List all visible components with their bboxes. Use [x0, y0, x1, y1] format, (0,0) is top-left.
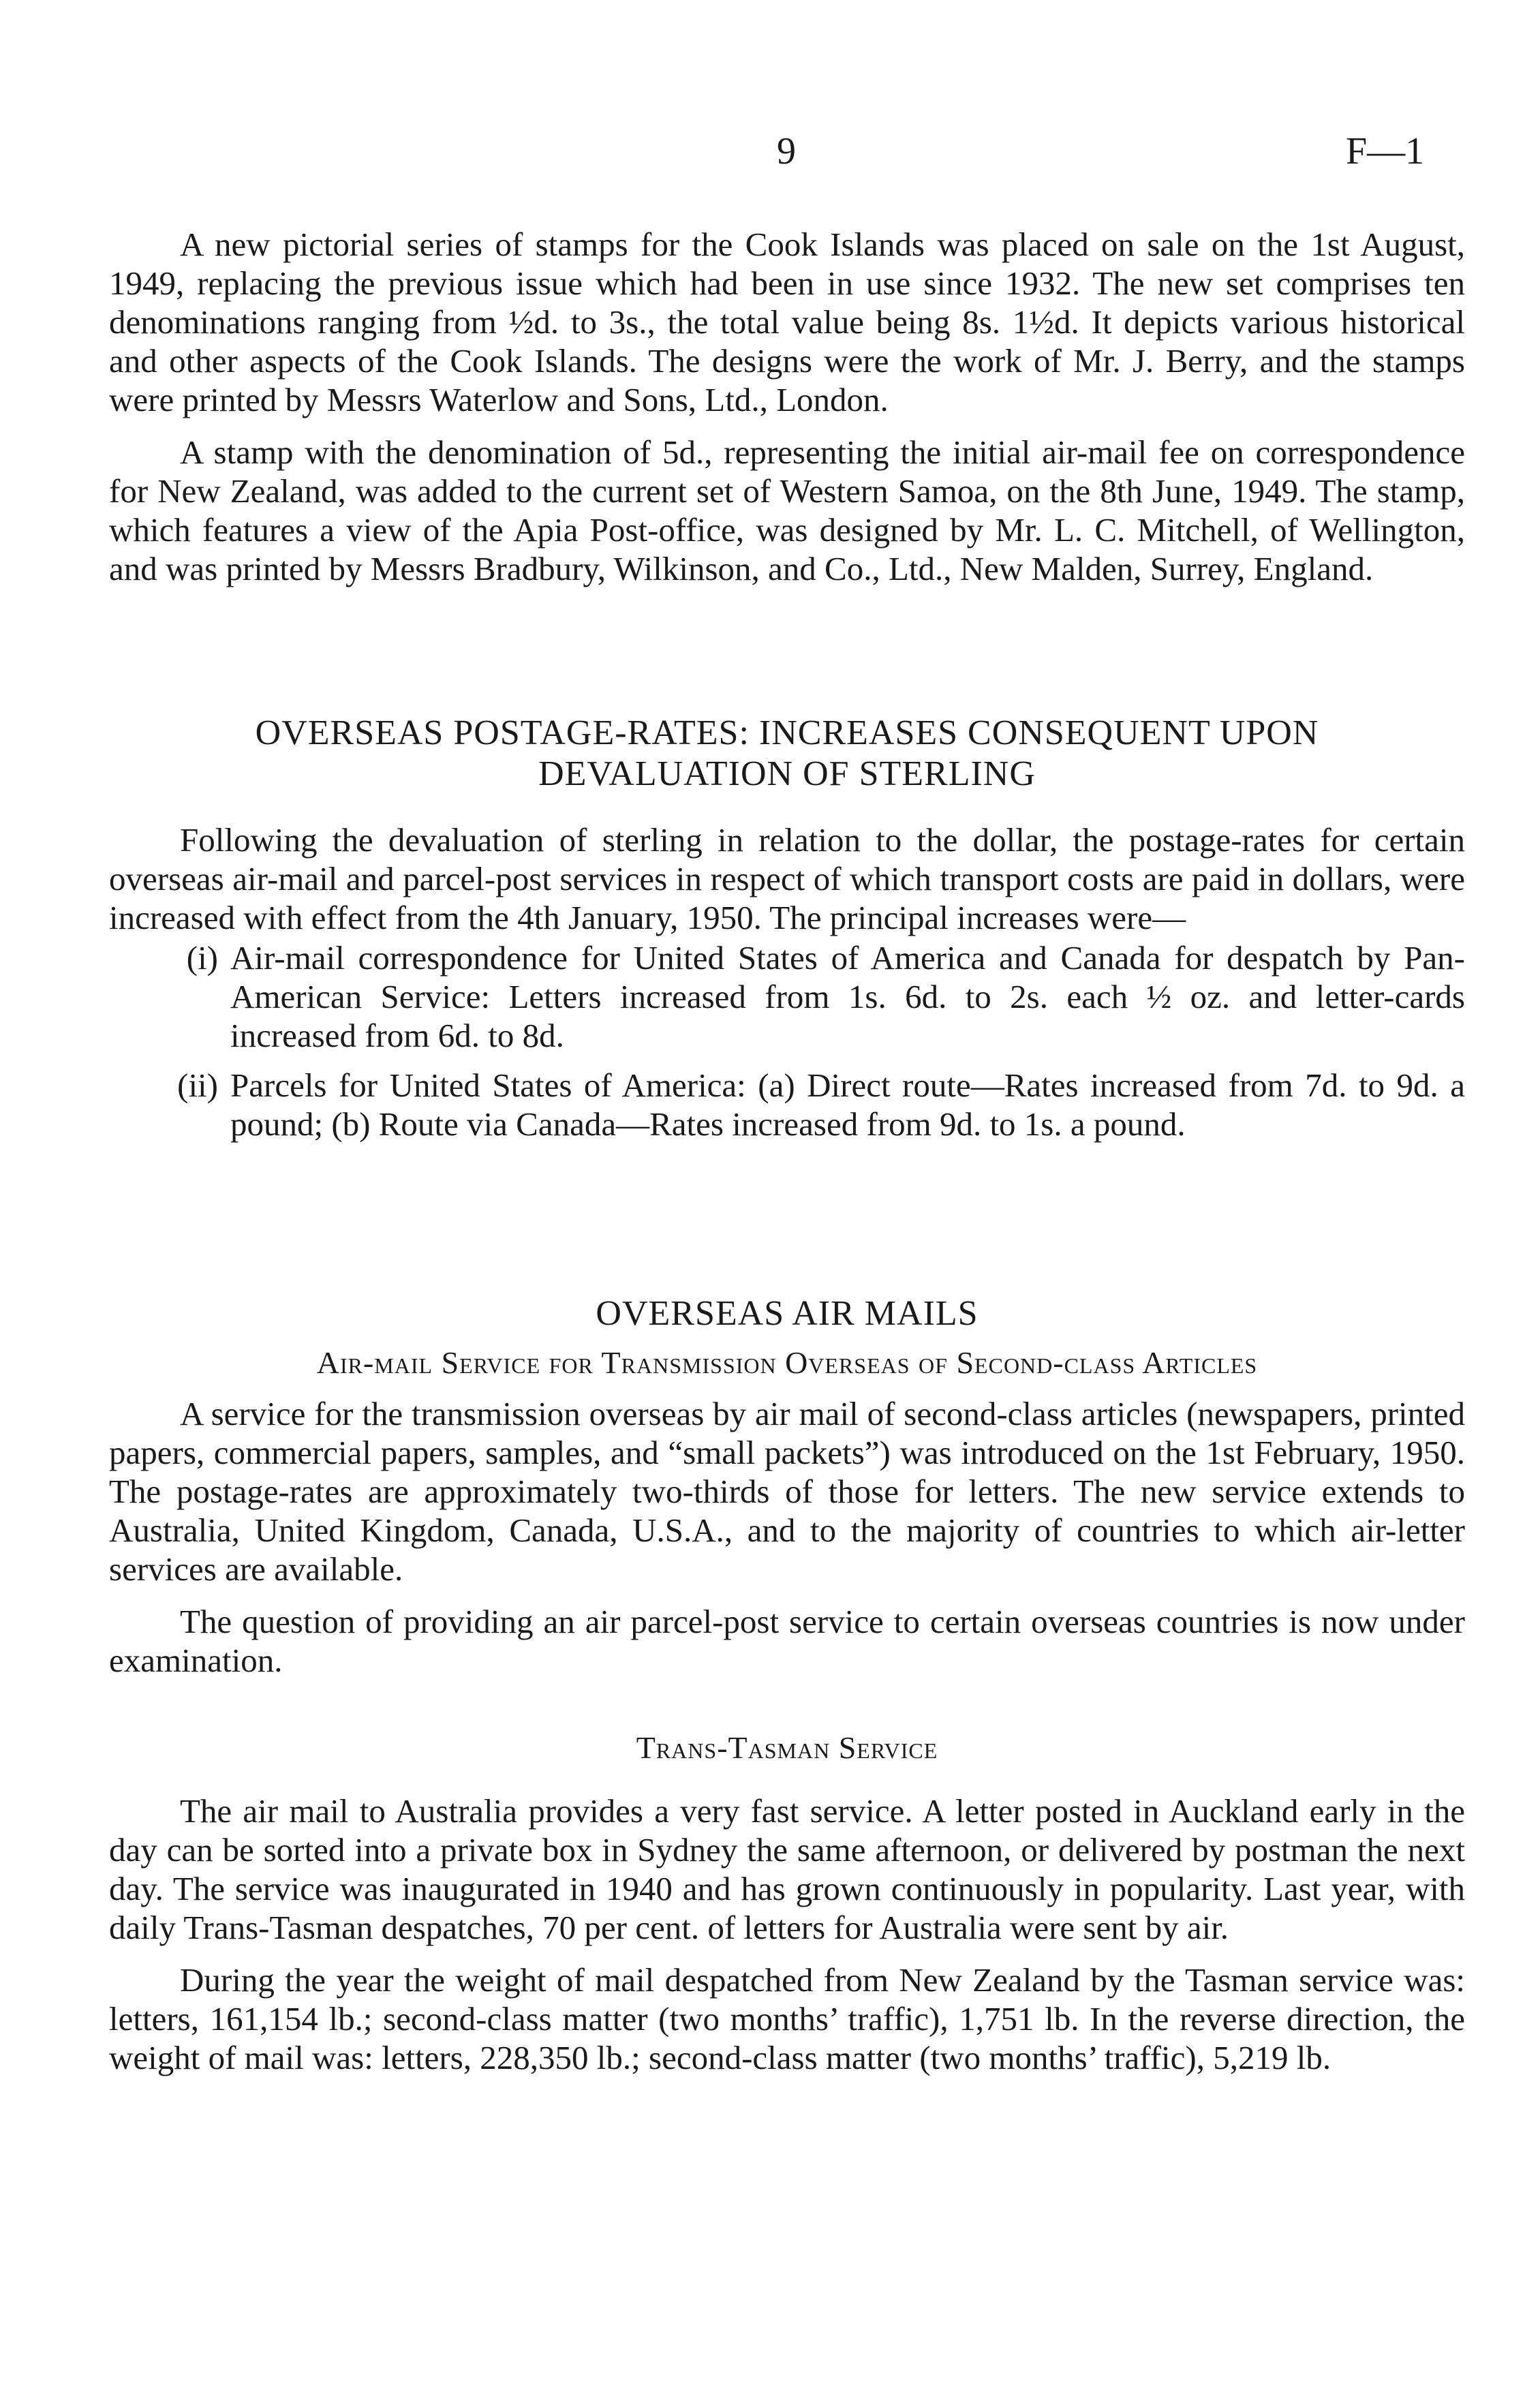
second-class-articles-subheading: Air-mail Service for Transmission Overseas of Second-class Articles — [316, 1345, 1258, 1380]
postage-rates-heading-line1: OVERSEAS POSTAGE-RATES: INCREASES CONSEQUENT UPON — [255, 713, 1319, 752]
paper-code: F—1 — [1346, 130, 1425, 172]
overseas-air-mails-heading: OVERSEAS AIR MAILS — [596, 1294, 979, 1333]
postage-rates-heading-line2: DEVALUATION OF STERLING — [538, 754, 1036, 793]
list-item — [109, 1066, 1465, 1143]
cook-islands-stamps-paragraph: A new pictorial series of stamps for the Cook Islands was placed on sale on the 1st August, 1949, replacing the previous issue which had been in use since 1932. The new set comprises ten denominations ranging from ½d. to 3s., the total value being 8s. 1½d. It depicts various historical and other aspects of the Cook Islands. The designs were the work of Mr. J. Berry, and the stamps were printed by Messrs Waterlow and Sons, Ltd., London. — [109, 226, 1465, 418]
trans-tasman-paragraph: The air mail to Australia provides a very fast service. A letter posted in Auckland early in the day can be sorted into a private box in Sydney the same afternoon, or delivered by postman the next day. The service was inaugurated in 1940 and has grown continuously in popularity. Last year, with daily Trans-Tasman despatches, 70 per cent. of letters for Australia were sent by air. — [109, 1792, 1465, 1946]
tasman-mail-weight-paragraph: During the year the weight of mail despatched from New Zealand by the Tasman service was: letters, 161,154 lb.; second-class matter (two months’ traffic), 1,751 lb. In the reverse direction, the weight of mail was: letters, 228,350 lb.; second-class matter (two months’ traffic), 5,219 lb. — [109, 1961, 1465, 2076]
running-head — [0, 129, 1540, 184]
second-class-service-paragraph: A service for the transmission overseas by air mail of second-class articles (newspapers, printed papers, commercial papers, samples, and “small packets”) was introduced on the 1st February, 1950. The postage-rates are approximately two-thirds of those for letters. The new service extends to Australia, United Kingdom, Canada, U.S.A., and to the majority of countries to which air-letter services are available. — [109, 1395, 1465, 1588]
trans-tasman-subheading: Trans-Tasman Service — [636, 1730, 938, 1765]
page-number: 9 — [777, 130, 796, 172]
air-parcel-post-paragraph: The question of providing an air parcel-post service to certain overseas countries is now under examination. — [109, 1603, 1465, 1679]
devaluation-paragraph: Following the devaluation of sterling in relation to the dollar, the postage-rates for certain overseas air-mail and parcel-post services in respect of which transport costs are paid in dollars, were increased with effect from the 4th January, 1950. The principal increases were— — [109, 821, 1465, 936]
page-content — [109, 225, 1465, 2077]
list-marker: (i) — [186, 939, 218, 977]
list-item-text: Parcels for United States of America: (a) Direct route—Rates increased from 7d. to 9d. a pound; (b) Route via Canada—Rates increased from 9d. to 1s. a pound. — [230, 1066, 1465, 1143]
western-samoa-stamp-paragraph: A stamp with the denomination of 5d., representing the initial air-mail fee on correspondence for New Zealand, was added to the current set of Western Samoa, on the 8th June, 1949. The stamp, which features a view of the Apia Post-office, was designed by Mr. L. C. Mitchell, of Wellington, and was printed by Messrs Bradbury, Wilkinson, and Co., Ltd., New Malden, Surrey, England. — [109, 433, 1465, 587]
list-item-text: Air-mail correspondence for United States of America and Canada for despatch by Pan-American Service: Letters increased from 1s. 6d. to 2s. each ½ oz. and letter-cards increased from 6d. to 8d. — [230, 939, 1465, 1054]
list-item — [109, 938, 1465, 1055]
list-marker: (ii) — [177, 1066, 218, 1104]
